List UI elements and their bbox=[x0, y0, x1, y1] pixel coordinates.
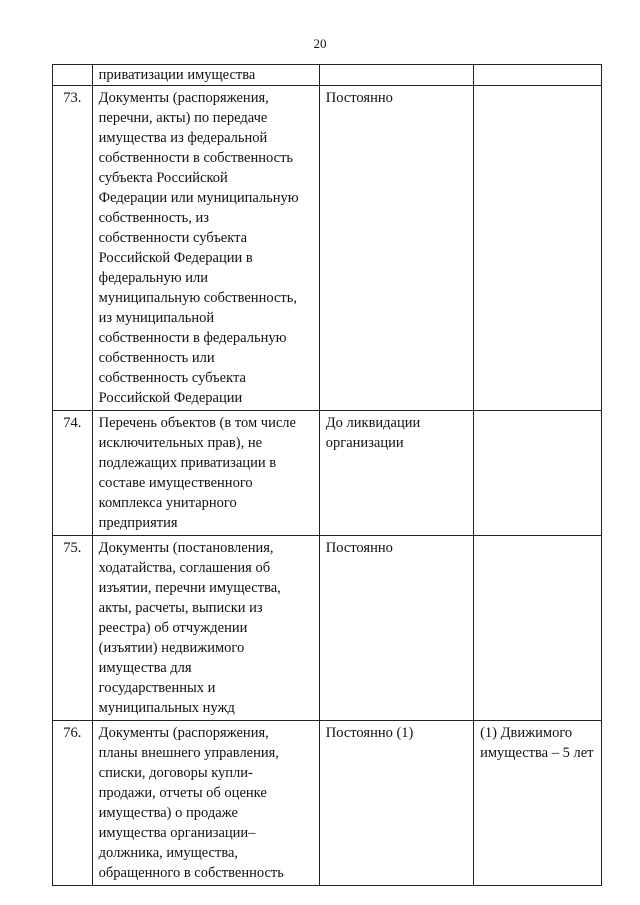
retention-note bbox=[474, 536, 602, 721]
row-number: 73. bbox=[53, 86, 93, 411]
document-name: Перечень объектов (в том числе исключительных прав), не подлежащих приватизации в составе имущественного комплекса унитарного предприятия bbox=[92, 411, 319, 536]
table-row-74 bbox=[53, 411, 602, 536]
document-name: Документы (распоряжения, перечни, акты) по передаче имущества из федеральной собственности в собственность субъекта Российской Федерации или муниципальную собственность, из собственности субъекта Российской Федерации в федеральную или муниципальную собственность, из муниципальной собственности в федеральную собственность или собственность субъекта Российской Федерации bbox=[92, 86, 319, 411]
retention-term: До ликвидации организации bbox=[319, 411, 473, 536]
document-name: Документы (постановления, ходатайства, соглашения об изъятии, перечни имущества, акты, расчеты, выписки из реестра) об отчуждении (изъятии) недвижимого имущества для государственных и муниципальных нужд bbox=[92, 536, 319, 721]
row-number: 76. bbox=[53, 721, 93, 886]
row-number: 74. bbox=[53, 411, 93, 536]
table-row-75 bbox=[53, 536, 602, 721]
row-number: 75. bbox=[53, 536, 93, 721]
page-number: 20 bbox=[313, 36, 327, 51]
retention-note bbox=[474, 86, 602, 411]
retention-term: Постоянно (1) bbox=[319, 721, 473, 886]
document-name: приватизации имущества bbox=[92, 65, 319, 86]
retention-term: Постоянно bbox=[319, 536, 473, 721]
table-row-73 bbox=[53, 86, 602, 411]
row-number bbox=[53, 65, 93, 86]
retention-note bbox=[474, 65, 602, 86]
table-row-continuation bbox=[53, 65, 602, 86]
records-table bbox=[52, 64, 602, 886]
retention-term: Постоянно bbox=[319, 86, 473, 411]
retention-term bbox=[319, 65, 473, 86]
table-row-76 bbox=[53, 721, 602, 886]
retention-note bbox=[474, 411, 602, 536]
retention-note: (1) Движимого имущества – 5 лет bbox=[474, 721, 602, 886]
document-name: Документы (распоряжения, планы внешнего управления, списки, договоры купли- продажи, отчеты об оценке имущества) о продаже имущества организации– должника, имущества, обращенного в собственность bbox=[92, 721, 319, 886]
